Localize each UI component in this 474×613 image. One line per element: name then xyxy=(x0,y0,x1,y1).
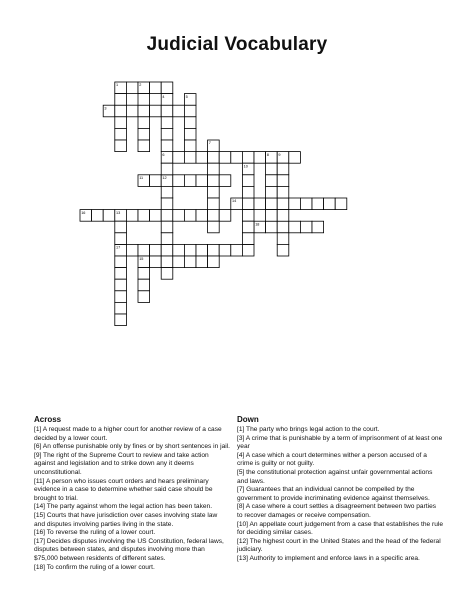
grid-cell[interactable] xyxy=(254,152,266,164)
cell-number: 7 xyxy=(208,141,211,146)
grid-cell[interactable] xyxy=(184,256,196,268)
clue-number: [15] xyxy=(34,511,45,519)
grid-cell[interactable] xyxy=(196,152,208,164)
clue-number: [14] xyxy=(34,503,45,511)
grid-cell[interactable] xyxy=(266,221,278,233)
grid-cell[interactable] xyxy=(115,314,127,326)
cell-number: 9 xyxy=(278,152,281,157)
down-clue xyxy=(237,538,443,555)
across-clue xyxy=(34,564,230,573)
grid-cell[interactable] xyxy=(184,210,196,222)
grid-cell[interactable] xyxy=(138,244,150,256)
grid-cell[interactable] xyxy=(242,221,254,233)
grid-cell[interactable] xyxy=(173,210,185,222)
clue-text: The party who brings legal action to the court. xyxy=(244,426,380,433)
grid-cell[interactable] xyxy=(277,210,289,222)
grid-cell[interactable] xyxy=(289,152,301,164)
across-clue xyxy=(34,443,230,452)
clue-number: [10] xyxy=(237,520,248,528)
clue-text: The party against whom the legal action has been taken. xyxy=(45,503,213,511)
grid-cell[interactable] xyxy=(150,82,162,94)
down-clue xyxy=(237,521,443,538)
grid-cell[interactable] xyxy=(138,94,150,106)
page-title: Judicial Vocabulary xyxy=(146,34,328,55)
clue-text: A request made to a higher court for another review of a case decided by a lower court. xyxy=(34,426,222,442)
clue-number: [9] xyxy=(34,451,42,459)
grid-cell[interactable] xyxy=(161,233,173,245)
grid-cell[interactable] xyxy=(115,279,127,291)
grid-cell[interactable] xyxy=(115,268,127,280)
clue-text: Decides disputes involving the US Constitution, federal laws, disputes between states, and disputes involving more than $75,000 between residents of different sates. xyxy=(34,537,224,562)
grid-cell[interactable] xyxy=(219,152,231,164)
down-clue xyxy=(237,452,443,469)
cell-number: 5 xyxy=(185,94,188,99)
grid-cell[interactable] xyxy=(208,221,220,233)
grid-cell[interactable] xyxy=(277,233,289,245)
grid-cell[interactable] xyxy=(184,140,196,152)
grid-cell[interactable] xyxy=(242,152,254,164)
clue-text: To confirm the ruling of a lower court. xyxy=(45,563,155,571)
grid-cell[interactable] xyxy=(184,105,196,117)
clue-number: [18] xyxy=(34,563,45,571)
grid-cell[interactable] xyxy=(242,186,254,198)
grid-cell[interactable] xyxy=(115,291,127,303)
down-heading: Down xyxy=(237,415,259,424)
across-clue-list xyxy=(34,426,230,572)
grid-cell[interactable] xyxy=(208,175,220,187)
clue-number: [7] xyxy=(237,486,245,494)
grid-cell[interactable] xyxy=(242,210,254,222)
clue-text: An appellate court judgement from a case that establishes the rule for deciding similar cases. xyxy=(237,520,443,537)
clue-number: [11] xyxy=(34,477,45,485)
grid-cell[interactable] xyxy=(126,105,138,117)
grid-cell[interactable] xyxy=(173,175,185,187)
clue-number: [16] xyxy=(34,529,45,537)
grid-cell[interactable] xyxy=(138,268,150,280)
clue-number: [3] xyxy=(237,434,245,442)
clue-number: [17] xyxy=(34,537,45,545)
grid-cell[interactable] xyxy=(208,244,220,256)
grid-cell[interactable] xyxy=(184,175,196,187)
cell-number: 12 xyxy=(162,176,167,180)
grid-cell[interactable] xyxy=(335,198,347,210)
cell-number: 17 xyxy=(116,245,121,250)
grid-cell[interactable] xyxy=(150,244,162,256)
grid-cell[interactable] xyxy=(126,244,138,256)
clue-text: A crime that is punishable by a term of imprisonment of at least one year xyxy=(237,434,443,451)
grid-cell[interactable] xyxy=(184,117,196,129)
across-clue xyxy=(34,538,230,564)
grid-cell[interactable] xyxy=(138,140,150,152)
grid-cell[interactable] xyxy=(161,117,173,129)
cell-number: 3 xyxy=(104,106,107,111)
grid-cell[interactable] xyxy=(208,256,220,268)
grid-cell[interactable] xyxy=(219,175,231,187)
cell-number: 4 xyxy=(162,94,165,99)
grid-cell[interactable] xyxy=(138,291,150,303)
clue-text: A case where a court settles a disagreement between two parties to recover damages or receive compensation. xyxy=(237,503,437,519)
clue-number: [6] xyxy=(34,443,42,451)
grid-cell[interactable] xyxy=(266,186,278,198)
across-clue xyxy=(34,452,230,478)
grid-cell[interactable] xyxy=(242,175,254,187)
across-heading: Across xyxy=(34,415,62,424)
clue-number: [8] xyxy=(237,503,245,511)
grid-cell[interactable] xyxy=(126,210,138,222)
grid-cell[interactable] xyxy=(138,128,150,140)
grid-cell[interactable] xyxy=(161,140,173,152)
cell-number: 18 xyxy=(255,222,260,227)
clue-number: [1] xyxy=(34,426,42,433)
cell-number: 8 xyxy=(266,152,269,157)
clue-text: Guarantees that an individual cannot be compelled by the government to provide incriminating evidence against themselves. xyxy=(237,486,430,502)
clue-number: [4] xyxy=(237,451,245,459)
grid-cell[interactable] xyxy=(208,163,220,175)
across-clue xyxy=(34,503,230,512)
clue-text: The highest court in the United States and the head of the federal judiciary. xyxy=(237,537,441,554)
grid-cell[interactable] xyxy=(196,175,208,187)
grid-cell[interactable] xyxy=(161,256,173,268)
grid-cell[interactable] xyxy=(242,244,254,256)
grid-cell[interactable] xyxy=(161,128,173,140)
cell-number: 10 xyxy=(243,164,248,169)
grid-cell[interactable] xyxy=(173,105,185,117)
grid-cell[interactable] xyxy=(115,140,127,152)
grid-cell[interactable] xyxy=(277,163,289,175)
cell-number: 14 xyxy=(232,199,237,204)
grid-cell[interactable] xyxy=(103,210,115,222)
grid-cell[interactable] xyxy=(150,105,162,117)
grid-cell[interactable] xyxy=(173,152,185,164)
grid-cell[interactable] xyxy=(173,244,185,256)
grid-cell[interactable] xyxy=(184,244,196,256)
grid-cell[interactable] xyxy=(161,163,173,175)
grid-cell[interactable] xyxy=(173,256,185,268)
grid-cell[interactable] xyxy=(231,244,243,256)
clue-text: Courts that have jurisdiction over cases involving state law and disputes involving parties living in the state. xyxy=(34,511,218,528)
grid-cell[interactable] xyxy=(115,105,127,117)
grid-cell[interactable] xyxy=(161,198,173,210)
grid-cell[interactable] xyxy=(115,117,127,129)
grid-cell[interactable] xyxy=(254,198,266,210)
clue-number: [13] xyxy=(237,554,248,562)
clue-text: An offense punishable only by fines or by short sentences in jail. xyxy=(41,443,230,451)
grid-cell[interactable] xyxy=(161,186,173,198)
grid-cell[interactable] xyxy=(219,244,231,256)
grid-cell[interactable] xyxy=(126,82,138,94)
grid-cell[interactable] xyxy=(115,233,127,245)
clue-text: A person who issues court orders and hears preliminary evidence in a case to determine whether said case should be brought to trial. xyxy=(34,477,213,502)
grid-cell[interactable] xyxy=(277,221,289,233)
grid-cell[interactable] xyxy=(277,175,289,187)
grid-cell[interactable] xyxy=(208,210,220,222)
grid-cell[interactable] xyxy=(150,210,162,222)
grid-cell[interactable] xyxy=(115,94,127,106)
grid-cell[interactable] xyxy=(266,175,278,187)
grid-cell[interactable] xyxy=(115,256,127,268)
grid-cell[interactable] xyxy=(115,302,127,314)
grid-cell[interactable] xyxy=(161,221,173,233)
grid-cell[interactable] xyxy=(266,198,278,210)
grid-cell[interactable] xyxy=(150,256,162,268)
grid-cell[interactable] xyxy=(115,128,127,140)
clue-text: the constitutional protection against unfair governmental actions and laws. xyxy=(237,468,433,485)
cell-number: 1 xyxy=(116,83,119,88)
cell-number: 11 xyxy=(139,176,144,180)
grid-cell[interactable] xyxy=(150,175,162,187)
cell-number: 2 xyxy=(139,83,142,88)
grid-cell[interactable] xyxy=(208,186,220,198)
grid-cell[interactable] xyxy=(115,221,127,233)
grid-cell[interactable] xyxy=(196,210,208,222)
grid-cell[interactable] xyxy=(300,221,312,233)
grid-cell[interactable] xyxy=(92,210,104,222)
cell-number: 15 xyxy=(139,257,144,262)
grid-cell[interactable] xyxy=(324,198,336,210)
grid-cell[interactable] xyxy=(219,210,231,222)
grid-cell[interactable] xyxy=(277,186,289,198)
grid-cell[interactable] xyxy=(196,244,208,256)
across-clues xyxy=(34,415,230,572)
down-clue xyxy=(237,469,443,486)
down-clue xyxy=(237,486,443,503)
grid-cell[interactable] xyxy=(138,117,150,129)
clue-text: Authority to implement and enforce laws in a specific area. xyxy=(248,554,420,562)
grid-cell[interactable] xyxy=(161,244,173,256)
across-clue xyxy=(34,512,230,529)
grid-cell[interactable] xyxy=(312,198,324,210)
grid-cell[interactable] xyxy=(161,210,173,222)
grid-cell[interactable] xyxy=(161,82,173,94)
down-clue xyxy=(237,435,443,452)
clue-text: To reverse the ruling of a lower court. xyxy=(45,529,156,537)
grid-cell[interactable] xyxy=(208,152,220,164)
grid-cell[interactable] xyxy=(161,268,173,280)
grid-cell[interactable] xyxy=(161,105,173,117)
grid-cell[interactable] xyxy=(266,163,278,175)
grid-cell[interactable] xyxy=(196,256,208,268)
grid-cell[interactable] xyxy=(138,105,150,117)
clue-number: [5] xyxy=(237,468,245,476)
grid-cell[interactable] xyxy=(300,198,312,210)
grid-cell[interactable] xyxy=(312,221,324,233)
grid-cell[interactable] xyxy=(138,210,150,222)
grid-cell[interactable] xyxy=(184,128,196,140)
clue-number: [12] xyxy=(237,537,248,545)
across-clue xyxy=(34,478,230,504)
down-clue xyxy=(237,503,443,520)
cell-number: 13 xyxy=(116,210,121,215)
clue-text: A case which a court determines wither a person accused of a crime is guilty or not guilty. xyxy=(237,451,427,468)
grid-cell[interactable] xyxy=(277,198,289,210)
grid-cell[interactable] xyxy=(231,152,243,164)
grid-cell[interactable] xyxy=(208,198,220,210)
down-clue xyxy=(237,555,443,564)
grid-cell[interactable] xyxy=(242,233,254,245)
grid-cell[interactable] xyxy=(184,152,196,164)
grid-cell[interactable] xyxy=(289,221,301,233)
grid-cell[interactable] xyxy=(266,210,278,222)
cell-number: 16 xyxy=(81,210,86,215)
clue-number: [1] xyxy=(237,426,245,433)
across-clue xyxy=(34,529,230,538)
grid-cell[interactable] xyxy=(138,279,150,291)
down-clue-list xyxy=(237,426,443,564)
grid-cell[interactable] xyxy=(289,198,301,210)
clue-text: The right of the Supreme Court to review and take action against and legislation and to strike down any it deems unconstitutional. xyxy=(34,451,209,476)
grid-cell[interactable] xyxy=(242,198,254,210)
cell-number: 6 xyxy=(162,152,165,157)
grid-cell[interactable] xyxy=(277,244,289,256)
down-clues xyxy=(237,415,443,564)
down-clue xyxy=(237,426,443,435)
across-clue xyxy=(34,426,230,443)
